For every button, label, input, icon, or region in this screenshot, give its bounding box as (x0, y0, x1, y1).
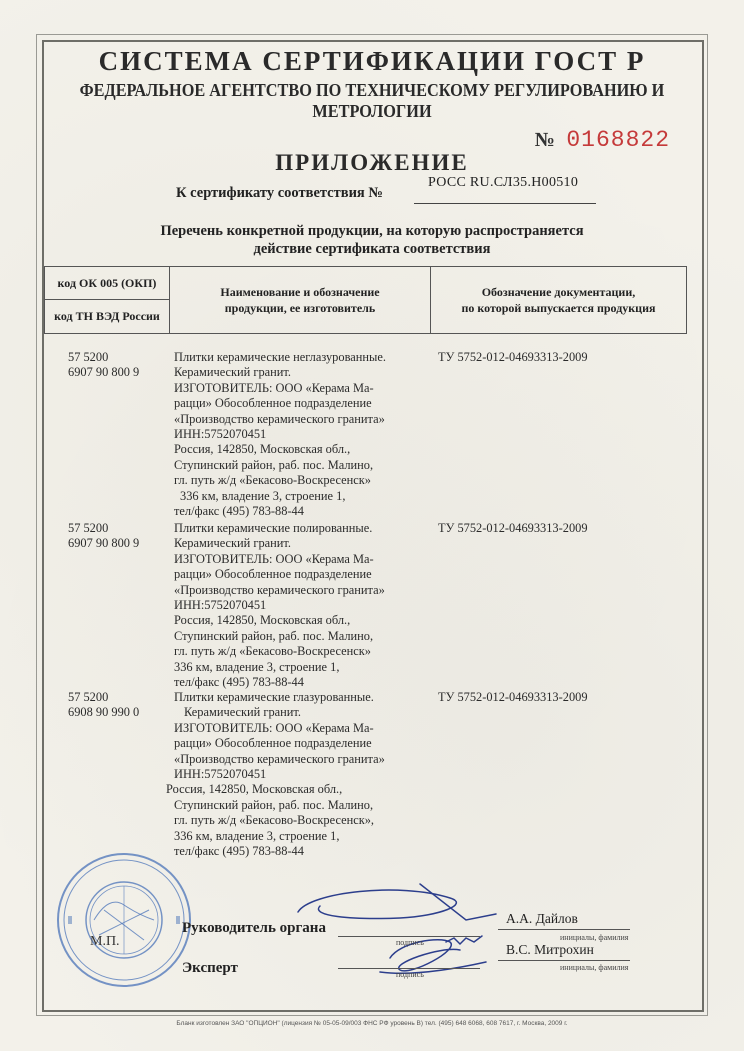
desc-line: Керамический гранит. (184, 705, 301, 720)
desc-line: ИНН:5752070451 (174, 767, 267, 782)
desc-line: Плитки керамические глазурованные. (174, 690, 374, 704)
list-title-line-1: Перечень конкретной продукции, на которую распространяется (160, 223, 584, 239)
desc-line: «Производство керамического гранита» (174, 582, 385, 597)
desc-line: тел/факс (495) 783-88-44 (174, 675, 304, 690)
desc-line: рацци» Обособленное подразделение (174, 736, 372, 751)
expert-signature-caption: подпись (396, 970, 424, 979)
desc-line: рацци» Обособленное подразделение (174, 396, 372, 411)
desc-line: гл. путь ж/д «Бекасово-Воскресенск» (174, 473, 371, 488)
desc-line: Россия, 142850, Московская обл., (174, 442, 351, 457)
agency-title: ФЕДЕРАЛЬНОЕ АГЕНТСТВО ПО ТЕХНИЧЕСКОМУ РЕГУЛИРОВАНИЮ И МЕТРОЛОГИИ (79, 80, 665, 121)
okp-code: 57 5200 (68, 350, 109, 364)
to-certificate-label: К сертификату соответствия № (176, 185, 383, 201)
desc-line: Ступинский район, раб. пос. Малино, (174, 797, 374, 812)
desc-line: рацци» Обособленное подразделение (174, 567, 372, 582)
desc-line: Плитки керамические неглазурованные. (174, 350, 386, 364)
desc-line: Керамический гранит. (174, 365, 291, 380)
tnved-code-header: код ТН ВЭД России (54, 309, 160, 323)
product-description (174, 521, 424, 690)
form-printer-footer: Бланк изготовлен ЗАО "ОПЦИОН" (лицензия № 05-05-09/003 ФНС РФ уровень В) тел. (495) 648 6068, 608 7617, г. Москва, 2009 г. (176, 1020, 568, 1027)
desc-line: ИЗГОТОВИТЕЛЬ: ООО «Керама Ма- (174, 551, 374, 566)
desc-line: ИЗГОТОВИТЕЛЬ: ООО «Керама Ма- (174, 720, 374, 735)
list-title (42, 222, 702, 258)
expert-signature-line (338, 968, 480, 969)
official-stamp-seal (54, 850, 194, 990)
tnved-code: 6908 90 990 0 (68, 705, 140, 720)
list-title-line-2: действие сертификата соответствия (253, 241, 491, 257)
head-signature-caption: подпись (396, 938, 424, 947)
code-column-header (45, 267, 170, 333)
okp-code: 57 5200 (68, 521, 109, 535)
certificate-number: РОСС RU.СЛ35.Н00510 (428, 175, 579, 190)
doc-header-line-1: Обозначение документации, (481, 285, 636, 299)
desc-line: гл. путь ж/д «Бекасово-Воскресенск», (174, 813, 375, 828)
expert-label: Эксперт (182, 960, 238, 976)
desc-line: ИНН:5752070451 (174, 598, 267, 613)
product-codes (68, 521, 168, 552)
certificate-number-line (414, 203, 596, 204)
product-documentation: ТУ 5752-012-04693313-2009 (438, 690, 588, 704)
product-documentation: ТУ 5752-012-04693313-2009 (438, 350, 588, 364)
page-heading: ПРИЛОЖЕНИЕ (275, 150, 469, 175)
okp-code: 57 5200 (68, 690, 109, 704)
expert-name: В.С. Митрохин (506, 942, 594, 957)
desc-line: Россия, 142850, Московская обл., (174, 613, 351, 628)
head-name: А.А. Дайлов (506, 911, 578, 926)
product-description (174, 350, 424, 519)
head-signature-line (338, 936, 480, 937)
documentation-column-header (431, 267, 686, 333)
desc-line: гл. путь ж/д «Бекасово-Воскресенск» (174, 644, 371, 659)
form-number-value: 0168822 (566, 127, 670, 153)
desc-line: Ступинский район, раб. пос. Малино, (174, 628, 374, 643)
product-header-line-2: продукции, ее изготовитель (224, 301, 376, 315)
desc-line: Россия, 142850, Московская обл., (166, 782, 343, 797)
desc-line: 336 км, владение 3, строение 1, (180, 488, 346, 503)
desc-line: «Производство керамического гранита» (174, 751, 385, 766)
desc-line: Плитки керамические полированные. (174, 521, 373, 535)
tnved-code: 6907 90 800 9 (68, 365, 140, 380)
desc-line: Керамический гранит. (174, 536, 291, 551)
table-header (44, 266, 687, 334)
product-codes (68, 690, 168, 721)
form-number (535, 126, 670, 153)
stamp-place-label: М.П. (90, 934, 120, 949)
product-header-line-1: Наименование и обозначение (220, 285, 380, 299)
tnved-code: 6907 90 800 9 (68, 536, 140, 551)
desc-line: 336 км, владение 3, строение 1, (174, 828, 340, 843)
product-codes (68, 350, 168, 381)
product-description (166, 690, 424, 859)
desc-line: Ступинский район, раб. пос. Малино, (174, 457, 374, 472)
system-title: СИСТЕМА СЕРТИФИКАЦИИ ГОСТ Р (98, 46, 646, 76)
product-column-header (170, 267, 431, 333)
desc-line: 336 км, владение 3, строение 1, (174, 659, 340, 674)
number-symbol: № (534, 129, 555, 151)
expert-name-line (498, 960, 630, 961)
desc-line: «Производство керамического гранита» (174, 411, 385, 426)
desc-line: ИНН:5752070451 (174, 427, 267, 442)
desc-line: ИЗГОТОВИТЕЛЬ: ООО «Керама Ма- (174, 380, 374, 395)
head-name-line (498, 929, 630, 930)
desc-line: тел/факс (495) 783-88-44 (174, 504, 304, 519)
head-of-body-label: Руководитель органа (182, 920, 326, 936)
okp-code-header: код ОК 005 (ОКП) (45, 267, 169, 300)
head-name-caption: инициалы, фамилия (560, 933, 629, 942)
desc-line: тел/факс (495) 783-88-44 (174, 844, 304, 859)
product-documentation: ТУ 5752-012-04693313-2009 (438, 521, 588, 535)
expert-name-caption: инициалы, фамилия (560, 963, 629, 972)
doc-header-line-2: по которой выпускается продукция (461, 301, 656, 315)
